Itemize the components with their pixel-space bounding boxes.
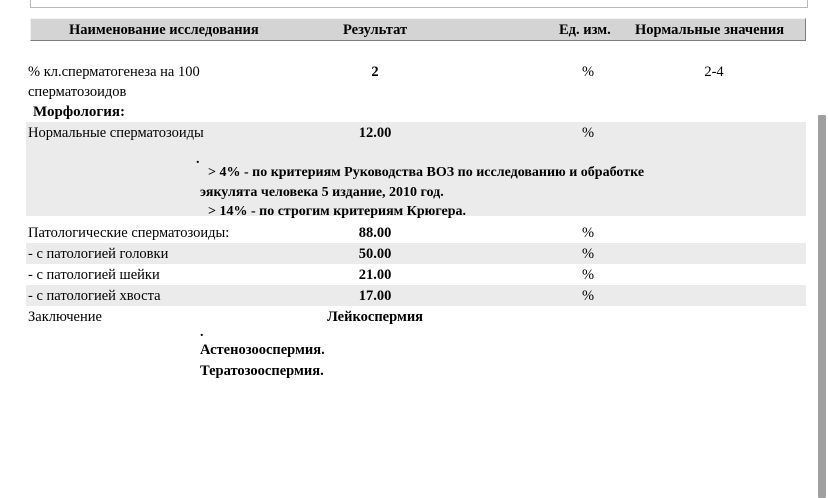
row-unit: %: [581, 64, 595, 80]
column-header-unit: Ед. изм.: [559, 22, 611, 38]
morphology-note-line-1: > 4% - по критериям Руководства ВОЗ по исследованию и обработке: [208, 165, 645, 180]
column-header-name: Наименование исследования: [69, 22, 259, 38]
table-row: [0, 62, 828, 83]
row-unit: %: [581, 288, 595, 304]
table-row-continuation: [0, 82, 828, 103]
morphology-note-line-2: эякулята человека 5 издание, 2010 год.: [200, 185, 444, 200]
column-header-result: Результат: [343, 22, 408, 38]
row-label: - с патологией головки: [28, 246, 169, 262]
row-result: 21.00: [358, 267, 392, 283]
row-result: 17.00: [358, 288, 392, 304]
morphology-note-bullet: .: [196, 152, 200, 167]
row-label: % кл.сперматогенеза на 100: [28, 64, 200, 80]
row-result: 50.00: [358, 246, 392, 262]
scrollbar-thumb[interactable]: [818, 115, 826, 498]
row-label: Заключение: [28, 309, 102, 325]
table-row: [0, 244, 828, 265]
row-unit: %: [581, 267, 595, 283]
section-title-morphology: Морфология:: [33, 104, 125, 120]
row-label: - с патологией шейки: [28, 267, 160, 283]
conclusion-line-1: Астенозооспермия.: [200, 342, 325, 358]
row-result: 2: [371, 64, 379, 80]
row-result: 88.00: [358, 225, 392, 241]
table-header-row: [30, 18, 806, 41]
row-unit: %: [581, 246, 595, 262]
row-result: Лейкоспермия: [326, 309, 424, 325]
row-unit: %: [581, 225, 595, 241]
row-label-wrap: сперматозоидов: [28, 84, 127, 100]
row-label: - с патологией хвоста: [28, 288, 161, 304]
row-norm: 2-4: [704, 64, 724, 80]
column-header-norm: Нормальные значения: [635, 22, 785, 38]
table-row-conclusion: [0, 307, 828, 328]
row-result: 12.00: [358, 125, 392, 141]
table-row: [0, 123, 828, 144]
conclusion-bullet: .: [200, 325, 204, 340]
conclusion-line-2: Тератозооспермия.: [200, 363, 324, 379]
table-row: [0, 265, 828, 286]
morphology-note-line-3: > 14% - по строгим критериям Крюгера.: [208, 204, 466, 219]
table-row: [0, 223, 828, 244]
vertical-scrollbar[interactable]: [818, 0, 828, 498]
row-label: Патологические сперматозоиды:: [28, 225, 230, 241]
row-unit: %: [581, 125, 595, 141]
row-label: Нормальные сперматозоиды: [28, 125, 204, 141]
table-row: [0, 286, 828, 307]
